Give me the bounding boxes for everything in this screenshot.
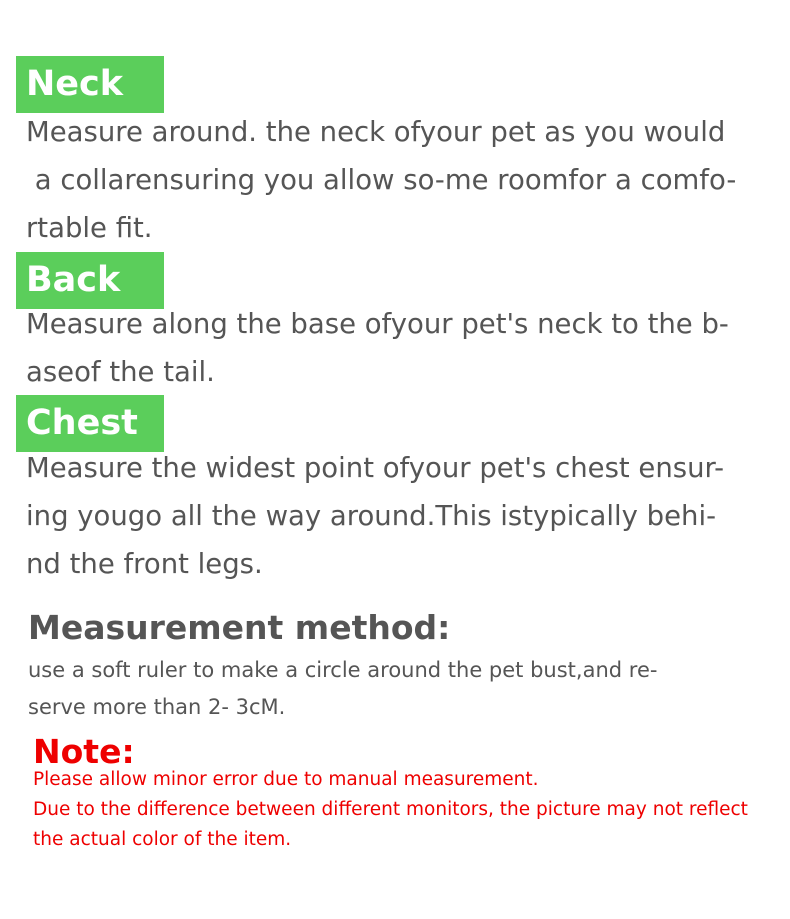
measurement-method-text <box>28 652 657 726</box>
neck-label: Neck <box>16 56 164 113</box>
note-text <box>33 765 748 855</box>
note-title: Note: <box>33 732 135 771</box>
method-line-2: serve more than 2- 3cM. <box>28 695 286 719</box>
chest-description <box>26 444 766 588</box>
chest-line-1: Measure the widest point ofyour pet's chest ensur- <box>26 452 725 484</box>
chest-line-2: ing yougo all the way around.This istypically behi- <box>26 500 717 532</box>
note-line-1: Please allow minor error due to manual measurement. <box>33 769 539 790</box>
method-line-1: use a soft ruler to make a circle around the pet bust,and re- <box>28 658 658 682</box>
note-line-2: Due to the difference between different monitors, the picture may not reflect <box>33 799 748 820</box>
note-line-3: the actual color of the item. <box>33 829 292 850</box>
back-line-1: Measure along the base ofyour pet's neck to the b- <box>26 308 729 340</box>
back-description <box>26 300 766 396</box>
neck-description <box>26 108 766 252</box>
chest-line-3: nd the front legs. <box>26 548 263 580</box>
measurement-method-title: Measurement method: <box>28 608 451 647</box>
neck-line-3: rtable fit. <box>26 212 153 244</box>
chest-label: Chest <box>16 395 164 452</box>
back-line-2: aseof the tail. <box>26 356 215 388</box>
neck-line-1: Measure around. the neck ofyour pet as you would <box>26 116 726 148</box>
neck-line-2: a collarensuring you allow so-me roomfor a comfo- <box>26 164 737 196</box>
back-label: Back <box>16 252 164 309</box>
